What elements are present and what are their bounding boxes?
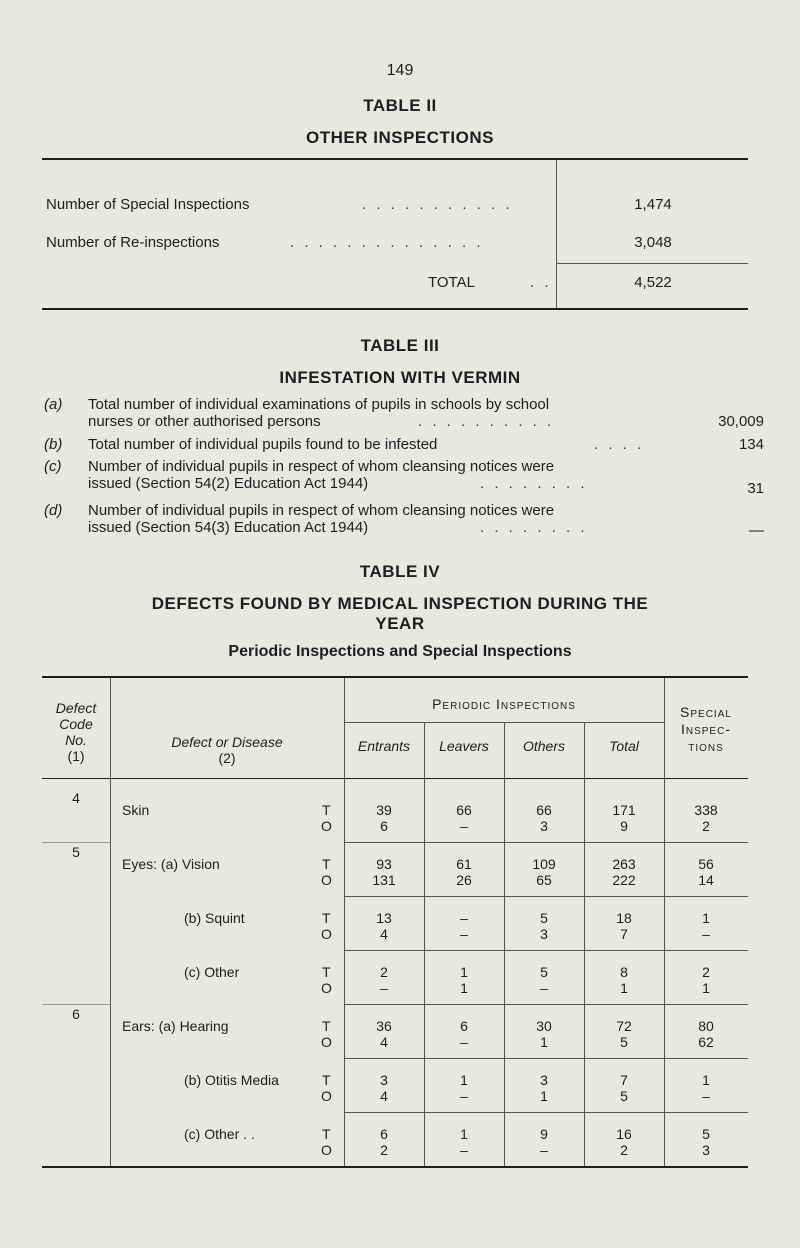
cell-o-entrants: 4 xyxy=(380,926,388,942)
cell-t-entrants: 39 xyxy=(376,802,392,818)
cell-t-leavers: – xyxy=(460,910,468,926)
header-special-line: Inspec- xyxy=(680,721,731,737)
cell-t-total: 72 xyxy=(616,1018,632,1034)
cell-t-special: 1 xyxy=(702,910,710,926)
t-label: T xyxy=(322,910,331,926)
header-others: Others xyxy=(522,738,565,754)
defect-name: Ears: (a) Hearing xyxy=(122,1018,229,1034)
item-letter: (b) xyxy=(44,436,63,453)
header-bottom-rule xyxy=(42,778,748,779)
cell-o-others: 3 xyxy=(540,926,548,942)
cell-t-others: 3 xyxy=(540,1072,548,1088)
cell-t-entrants: 2 xyxy=(380,964,388,980)
cell-o-total: 222 xyxy=(612,872,636,888)
o-label: O xyxy=(321,926,332,942)
o-label: O xyxy=(321,872,332,888)
cell-t-entrants: 93 xyxy=(376,856,392,872)
cell-t-leavers: 1 xyxy=(460,1072,468,1088)
table4-title: TABLE IV xyxy=(359,562,441,581)
item-dots: . . . . . . . . xyxy=(480,519,588,536)
row-separator-faint xyxy=(42,842,110,843)
cell-o-total: 5 xyxy=(620,1088,628,1104)
cell-o-total: 1 xyxy=(620,980,628,996)
cell-o-others: – xyxy=(540,1142,548,1158)
cell-t-entrants: 36 xyxy=(376,1018,392,1034)
cell-o-entrants: 4 xyxy=(380,1088,388,1104)
item-text-line1: Number of individual pupils in respect of whom cleansing notices were xyxy=(88,458,555,475)
cell-o-special: 2 xyxy=(702,818,710,834)
cell-o-entrants: 4 xyxy=(380,1034,388,1050)
defect-name: (b) Otitis Media xyxy=(184,1072,279,1088)
item-text-line1: Total number of individual examinations of pupils in schools by school xyxy=(88,396,550,413)
table4-top-rule xyxy=(42,676,748,678)
t-label: T xyxy=(322,964,331,980)
o-label: O xyxy=(321,1088,332,1104)
cell-o-special: 62 xyxy=(698,1034,714,1050)
cell-o-total: 2 xyxy=(620,1142,628,1158)
cell-t-entrants: 13 xyxy=(376,910,392,926)
cell-t-entrants: 6 xyxy=(380,1126,388,1142)
header-code-line: No. xyxy=(65,732,87,748)
cell-o-others: 65 xyxy=(536,872,552,888)
table3-title: TABLE III xyxy=(360,336,440,355)
table2-subtitle: OTHER INSPECTIONS xyxy=(306,128,494,147)
cell-t-leavers: 1 xyxy=(460,1126,468,1142)
cell-o-total: 9 xyxy=(620,818,628,834)
item-dots: . . . . xyxy=(594,436,645,453)
cell-o-special: – xyxy=(702,926,710,942)
cell-t-special: 1 xyxy=(702,1072,710,1088)
table2-row-label: Number of Re-inspections xyxy=(46,234,220,251)
cell-o-leavers: – xyxy=(460,1142,468,1158)
defect-name: (c) Other . . xyxy=(184,1126,255,1142)
cell-o-special: 1 xyxy=(702,980,710,996)
cell-o-special: 14 xyxy=(698,872,714,888)
t-label: T xyxy=(322,1018,331,1034)
cell-o-entrants: 131 xyxy=(372,872,396,888)
cell-o-special: – xyxy=(702,1088,710,1104)
defect-name: Skin xyxy=(122,802,150,818)
cell-t-others: 109 xyxy=(532,856,556,872)
row-separator xyxy=(344,896,748,897)
t-label: T xyxy=(322,856,331,872)
item-text-line2: nurses or other authorised persons xyxy=(88,413,321,430)
o-label: O xyxy=(321,818,332,834)
item-text-line2: issued (Section 54(3) Education Act 1944) xyxy=(88,519,369,536)
defect-code: 5 xyxy=(72,844,80,860)
defect-code: 4 xyxy=(72,790,80,806)
table2-total-label: TOTAL xyxy=(428,274,475,291)
header-leavers: Leavers xyxy=(439,738,489,754)
cell-o-others: 1 xyxy=(540,1088,548,1104)
table2-title: TABLE II xyxy=(363,96,437,115)
header-code-line: (1) xyxy=(67,748,85,764)
row-separator xyxy=(344,1004,748,1005)
cell-o-leavers: – xyxy=(460,818,468,834)
cell-o-others: – xyxy=(540,980,548,996)
cell-t-special: 338 xyxy=(694,802,718,818)
cell-t-entrants: 3 xyxy=(380,1072,388,1088)
cell-t-others: 5 xyxy=(540,910,548,926)
item-dots: . . . . . . . . xyxy=(480,475,588,492)
cell-t-special: 80 xyxy=(698,1018,714,1034)
header-disease xyxy=(110,734,344,766)
item-text-line1: Number of individual pupils in respect of whom cleansing notices were xyxy=(88,502,555,519)
row-separator-faint xyxy=(42,1004,110,1005)
item-dots: . . . . . . . . . . xyxy=(418,413,555,430)
cell-t-others: 66 xyxy=(536,802,552,818)
t-label: T xyxy=(322,1126,331,1142)
item-letter: (d) xyxy=(44,502,63,519)
header-periodic: Periodic Inspections xyxy=(432,696,576,712)
defect-name: (c) Other xyxy=(184,964,240,980)
cell-o-entrants: 6 xyxy=(380,818,388,834)
cell-o-entrants: – xyxy=(380,980,388,996)
table4-subtitle-line2: YEAR xyxy=(375,614,425,633)
cell-o-leavers: 26 xyxy=(456,872,472,888)
item-value: 30,009 xyxy=(718,413,764,430)
cell-t-leavers: 1 xyxy=(460,964,468,980)
page-number: 149 xyxy=(386,62,414,79)
table3-subtitle: INFESTATION WITH VERMIN xyxy=(279,368,521,387)
header-code-line: Code xyxy=(59,716,93,732)
item-value: 31 xyxy=(747,480,764,497)
cell-t-others: 30 xyxy=(536,1018,552,1034)
header-disease-line: (2) xyxy=(218,750,236,766)
o-label: O xyxy=(321,980,332,996)
table2-row-dots: . . . . . . . . . . . . . . xyxy=(290,234,484,251)
table2-row-value: 1,474 xyxy=(634,196,672,213)
item-value: — xyxy=(749,522,764,539)
table2-total-dots: . . xyxy=(530,274,552,291)
table2-row-label: Number of Special Inspections xyxy=(46,196,250,213)
defect-name: (b) Squint xyxy=(184,910,245,926)
row-separator xyxy=(344,950,748,951)
table4-bottom-rule xyxy=(42,1166,748,1168)
cell-o-others: 1 xyxy=(540,1034,548,1050)
cell-t-others: 9 xyxy=(540,1126,548,1142)
header-disease-line: Defect or Disease xyxy=(171,734,283,750)
header-special-line: Special xyxy=(680,704,732,720)
cell-t-total: 263 xyxy=(612,856,636,872)
defect-name: Eyes: (a) Vision xyxy=(122,856,220,872)
defect-code: 6 xyxy=(72,1006,80,1022)
row-separator xyxy=(344,842,748,843)
cell-o-special: 3 xyxy=(702,1142,710,1158)
item-text-line1: Total number of individual pupils found to be infested xyxy=(88,436,438,453)
cell-t-total: 18 xyxy=(616,910,632,926)
o-label: O xyxy=(321,1142,332,1158)
t-label: T xyxy=(322,1072,331,1088)
t-label: T xyxy=(322,802,331,818)
header-total: Total xyxy=(609,738,639,754)
item-letter: (a) xyxy=(44,396,63,413)
cell-t-total: 171 xyxy=(612,802,636,818)
header-entrants: Entrants xyxy=(357,738,411,754)
row-separator xyxy=(344,1058,748,1059)
item-value: 134 xyxy=(738,436,764,453)
cell-t-total: 16 xyxy=(616,1126,632,1142)
cell-t-leavers: 6 xyxy=(460,1018,468,1034)
cell-t-leavers: 61 xyxy=(456,856,472,872)
cell-t-others: 5 xyxy=(540,964,548,980)
cell-t-total: 7 xyxy=(620,1072,628,1088)
cell-o-total: 5 xyxy=(620,1034,628,1050)
cell-o-entrants: 2 xyxy=(380,1142,388,1158)
table4-caption: Periodic Inspections and Special Inspections xyxy=(228,643,572,660)
cell-t-special: 2 xyxy=(702,964,710,980)
table2-row-dots: . . . . . . . . . . . xyxy=(362,196,513,213)
cell-o-leavers: 1 xyxy=(460,980,468,996)
o-label: O xyxy=(321,1034,332,1050)
cell-o-total: 7 xyxy=(620,926,628,942)
table4-subtitle-line1: DEFECTS FOUND BY MEDICAL INSPECTION DURING THE xyxy=(151,594,649,613)
cell-o-leavers: – xyxy=(460,1034,468,1050)
header-code-line: Defect xyxy=(55,700,97,716)
cell-t-leavers: 66 xyxy=(456,802,472,818)
cell-t-special: 56 xyxy=(698,856,714,872)
item-letter: (c) xyxy=(44,458,62,475)
table2-row-value: 3,048 xyxy=(634,234,672,251)
cell-t-total: 8 xyxy=(620,964,628,980)
cell-t-special: 5 xyxy=(702,1126,710,1142)
cell-o-leavers: – xyxy=(460,926,468,942)
cell-o-leavers: – xyxy=(460,1088,468,1104)
header-special xyxy=(664,704,748,755)
row-separator xyxy=(344,1112,748,1113)
cell-o-others: 3 xyxy=(540,818,548,834)
item-text-line2: issued (Section 54(2) Education Act 1944) xyxy=(88,475,369,492)
header-code xyxy=(42,700,110,764)
table2-total-value: 4,522 xyxy=(634,274,672,291)
header-special-line: tions xyxy=(688,738,724,754)
